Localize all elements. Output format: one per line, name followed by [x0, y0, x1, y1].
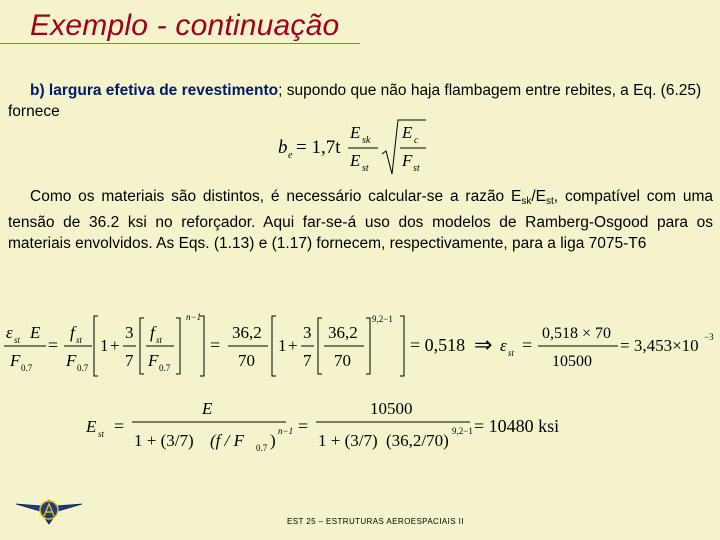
eq3-exp-n: n−1 — [278, 426, 294, 436]
eq2-three-2: 3 — [303, 323, 312, 342]
eq2-seven-2: 7 — [303, 351, 312, 370]
slide-title: Exemplo - continuação — [30, 9, 340, 42]
p2-text-2: /E — [531, 188, 547, 205]
p2-text-3: , compatível com uma tensão de 36.2 ksi no reforçador. Aqui far-se-á uso dos modelos de Ramberg-Osgood para os materiais envolvidos. As Eqs. (1.13) e (1.17) fornecem, respectivamente, para a liga 7075-T6 — [8, 188, 713, 252]
eq2-one-2: 1 — [278, 336, 287, 355]
eq2-v1: 36,2 — [232, 323, 262, 342]
eq2-final: = 3,453×10 — [620, 336, 699, 355]
p2-sub-1: sk — [521, 196, 532, 207]
equation-strain — [0, 310, 720, 382]
eq3-lhs-sub: st — [98, 429, 105, 439]
eq1-lhs-sub: e — [288, 150, 293, 161]
eq2-paren-left-1 — [140, 318, 144, 374]
institution-logo-icon — [14, 494, 84, 530]
equation-secant-modulus — [80, 396, 600, 462]
eq2-eps-sub: st — [14, 335, 21, 345]
eq2-F3: F — [148, 351, 159, 370]
p2-sub-2: st — [546, 196, 554, 207]
eq2-eps: ε — [6, 323, 13, 342]
eq3-num: E — [202, 399, 213, 418]
eq2-three-1: 3 — [125, 323, 134, 342]
eq3-result: = 10480 ksi — [474, 416, 560, 436]
eq2-paren-right-1 — [176, 318, 180, 374]
eq2-v2: 70 — [238, 351, 255, 370]
eq1-lhs: b — [278, 137, 288, 158]
eq3-equals: = — [114, 416, 125, 436]
eq2-final-exp: −3 — [704, 332, 714, 342]
eq2-equals-2: = — [210, 335, 221, 355]
paragraph-ramberg-osgood — [8, 186, 713, 254]
eq2-equals-3: = — [522, 335, 533, 355]
eq3-den-a: 1 + (3/7) — [134, 431, 194, 450]
eq2-equals-1: = — [48, 335, 59, 355]
eq2-f-2-sub: st — [156, 335, 163, 345]
eq2-F3-sub: 0.7 — [159, 363, 171, 373]
p2-text-1: Como os materiais são distintos, é necessário calcular-se a razão E — [30, 188, 522, 205]
eq2-bracket-right-1 — [200, 316, 204, 376]
eq2-result: = 0,518 — [410, 335, 466, 355]
eq2-F: F — [10, 351, 21, 370]
eq1-num1: E — [350, 123, 361, 142]
title-underline — [0, 43, 360, 44]
eq2-implies-arrow: ⇒ — [474, 332, 493, 357]
paragraph-text: ; supondo que não haja flambagem entre rebites, a Eq. (6.25) fornece — [8, 82, 702, 120]
eq2-den-calc: 10500 — [552, 353, 592, 370]
eq2-exp-n: n−1 — [186, 312, 202, 322]
eq2-F-sub: 0.7 — [21, 363, 33, 373]
eq3-den-b-close: ) — [270, 431, 276, 450]
eq2-eps-2-sub: st — [508, 348, 515, 358]
eq3-lhs: E — [86, 417, 97, 436]
eq3-den-b: (f / F — [210, 431, 244, 450]
eq3-num-val: 10500 — [370, 399, 413, 418]
eq2-bracket-left-2 — [272, 316, 276, 376]
eq1-den2-sub: st — [413, 163, 420, 174]
eq2-f: f — [70, 323, 75, 342]
eq3-den-val-b: (36,2/70) — [386, 431, 449, 450]
paragraph-effective-width — [8, 80, 713, 122]
eq3-exp-val: 9,2−1 — [452, 426, 473, 436]
paragraph-bold-lead: b) largura efetiva de revestimento — [30, 82, 279, 99]
eq2-f-2: f — [150, 323, 155, 342]
eq2-plus-2: + — [288, 336, 298, 355]
eq2-E: E — [30, 323, 41, 342]
eq2-F2-sub: 0.7 — [77, 363, 89, 373]
eq2-v1b: 36,2 — [328, 323, 358, 342]
eq3-den-val-a: 1 + (3/7) — [318, 431, 378, 450]
eq2-v2b: 70 — [334, 351, 351, 370]
eq3-den-b-sub: 0.7 — [256, 443, 268, 453]
eq2-plus-1: + — [110, 336, 120, 355]
eq1-den1-sub: st — [362, 163, 369, 174]
eq2-bracket-left-1 — [94, 316, 98, 376]
equation-effective-width — [270, 118, 430, 178]
eq1-num2: E — [402, 123, 413, 142]
eq2-eps-2: ε — [500, 336, 507, 355]
eq2-seven-1: 7 — [125, 351, 134, 370]
eq2-num-calc: 0,518 × 70 — [542, 325, 612, 342]
eq1-den1: E — [350, 151, 361, 170]
eq1-den2: F — [402, 151, 413, 170]
eq1-num1-sub: sk — [362, 135, 371, 146]
eq2-one-1: 1 — [100, 336, 109, 355]
eq2-exp-num: 9,2−1 — [372, 314, 393, 324]
eq1-num2-sub: c — [414, 135, 419, 146]
eq2-paren-right-2 — [366, 318, 370, 374]
eq2-f-sub: st — [76, 335, 83, 345]
eq2-F2: F — [66, 351, 77, 370]
eq2-paren-left-2 — [318, 318, 322, 374]
footer-course-name: EST 25 – ESTRUTURAS AEROESPACIAIS II — [287, 517, 464, 526]
eq3-equals-2: = — [298, 416, 309, 436]
eq1-coef: = 1,7t — [296, 137, 341, 158]
eq2-bracket-right-2 — [400, 316, 404, 376]
